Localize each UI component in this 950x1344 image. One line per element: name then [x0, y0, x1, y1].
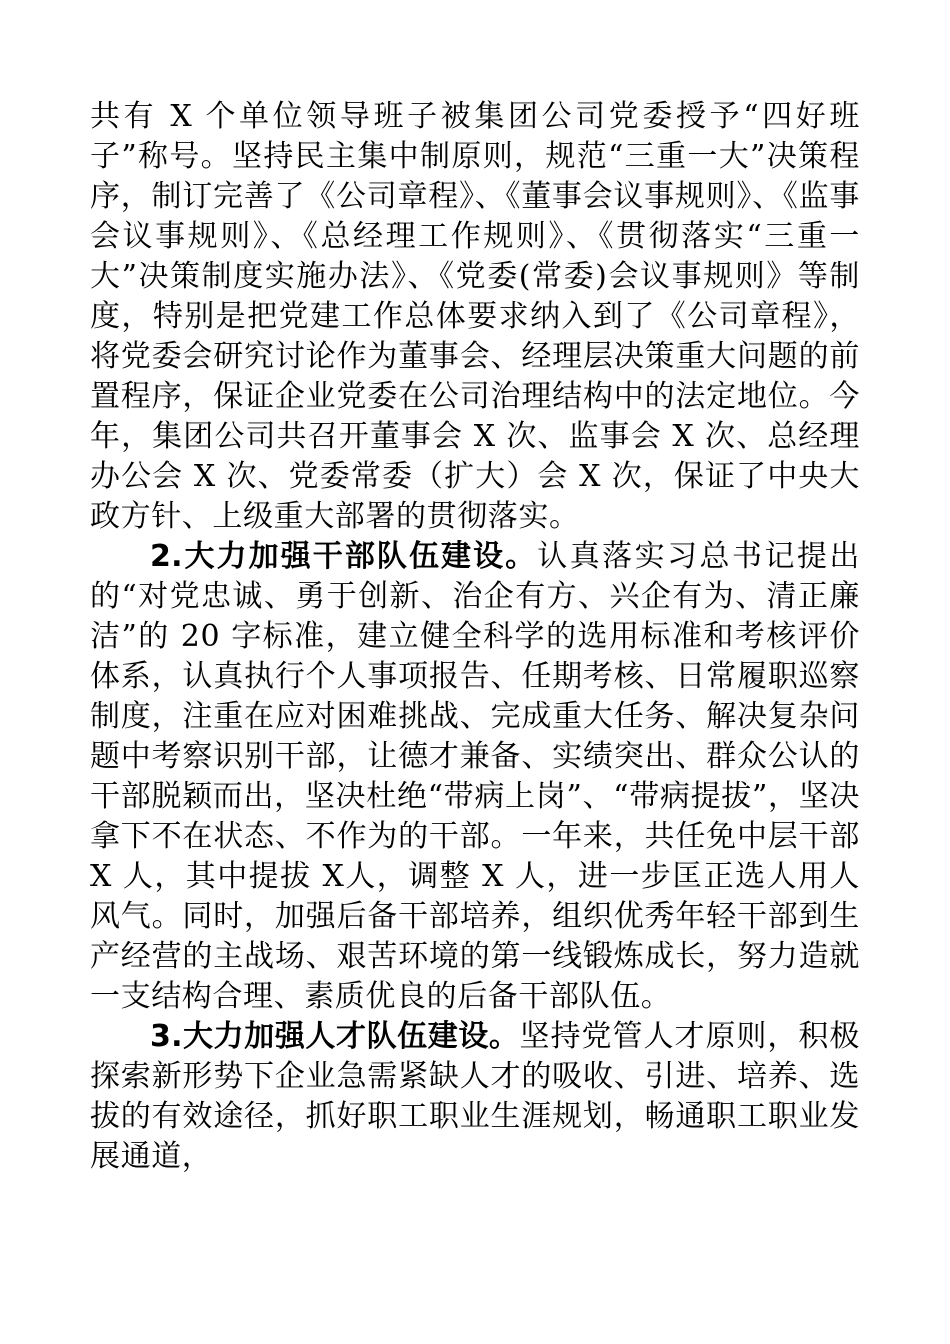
paragraph-1-text: 共有 X 个单位领导班子被集团公司党委授予“四好班子”称号。坚持民主集中制原则，规范“三重一大”决策程序，制订完善了《公司章程》、《董事会议事规则》、《监事会议事规则》、《总经理工作规则》、《贯彻落实“三重一大”决策制度实施办法》、《党委(常委)会议事规则》等制度，特别是把党建工作总体要求纳入到了《公司章程》，将党委会研究讨论作为董事会、经理层决策重大问题的前置程序，保证企业党委在公司治理结构中的法定地位。今年，集团公司共召开董事会 X 次、监事会 X 次、总经理办公会 X 次、党委常委（扩大）会 X 次，保证了中央大政方针、上级重大部署的贯彻落实。	[90, 99, 860, 534]
document-body	[90, 97, 860, 1177]
paragraph-1	[90, 97, 860, 537]
paragraph-3-text: 坚持党管人才原则，积极探索新形势下企业急需紧缺人才的吸收、引进、培养、选拔的有效途径，抓好职工职业生涯规划，畅通职工职业发展通道，	[90, 1019, 860, 1174]
paragraph-3	[90, 1017, 860, 1177]
paragraph-2-heading: 2.大力加强干部队伍建设。	[150, 539, 538, 574]
paragraph-2-text: 认真落实习总书记提出的“对党忠诚、勇于创新、治企有方、兴企有为、清正廉洁”的 20 字标准，建立健全科学的选用标准和考核评价体系，认真执行个人事项报告、任期考核、日常履职巡察制度，注重在应对困难挑战、完成重大任务、解决复杂问题中考察识别干部，让德才兼备、实绩突出、群众公认的干部脱颖而出，坚决杜绝“带病上岗”、“带病提拔”，坚决拿下不在状态、不作为的干部。一年来，共任免中层干部 X 人，其中提拔 X人，调整 X 人，进一步匡正选人用人风气。同时，加强后备干部培养，组织优秀年轻干部到生产经营的主战场、艰苦环境的第一线锻炼成长，努力造就一支结构合理、素质优良的后备干部队伍。	[90, 539, 861, 1014]
paragraph-3-heading: 3.大力加强人才队伍建设。	[150, 1019, 520, 1054]
paragraph-2	[90, 537, 860, 1017]
